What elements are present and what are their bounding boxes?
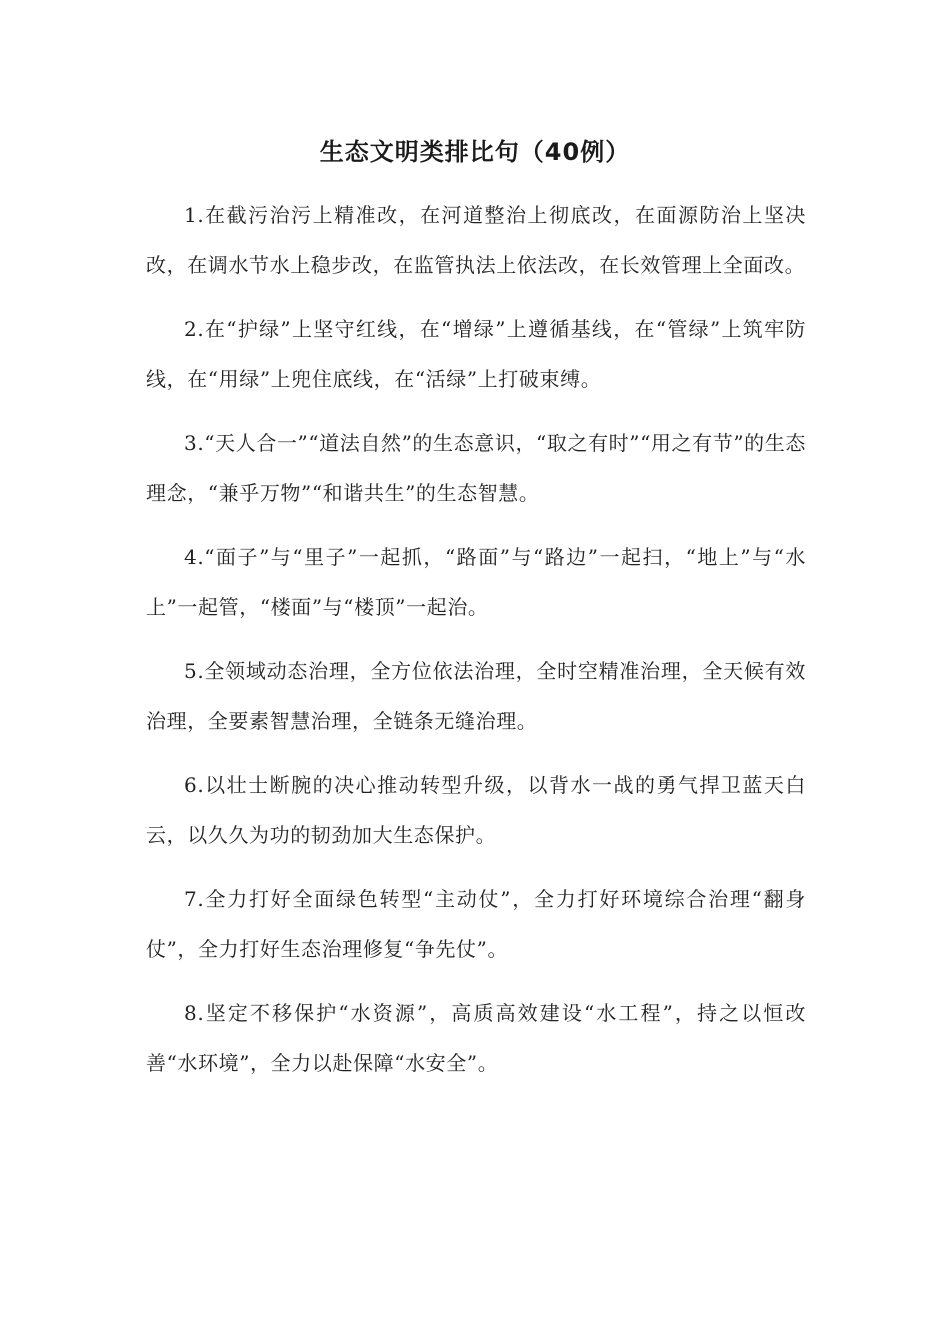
document-body xyxy=(146,190,806,1102)
paragraph-7: 7.全力打好全面绿色转型“主动仗”，全力打好环境综合治理“翻身仗”，全力打好生态治理修复“争先仗”。 xyxy=(146,887,806,961)
paragraph-1: 1.在截污治污上精准改，在河道整治上彻底改，在面源防治上坚决改，在调水节水上稳步改，在监管执法上依法改，在长效管理上全面改。 xyxy=(146,203,806,277)
paragraph-8: 8.坚定不移保护“水资源”，高质高效建设“水工程”，持之以恒改善“水环境”，全力以赴保障“水安全”。 xyxy=(146,1001,806,1075)
paragraph-5: 5.全领域动态治理，全方位依法治理，全时空精准治理，全天候有效治理，全要素智慧治理，全链条无缝治理。 xyxy=(146,659,806,733)
document-title: 生态文明类排比句（40例） xyxy=(319,138,631,166)
paragraph-6: 6.以壮士断腕的决心推动转型升级，以背水一战的勇气捍卫蓝天白云，以久久为功的韧劲加大生态保护。 xyxy=(146,773,806,847)
paragraph-3: 3.“天人合一”“道法自然”的生态意识，“取之有时”“用之有节”的生态理念，“兼乎万物”“和谐共生”的生态智慧。 xyxy=(146,431,806,505)
paragraph-4: 4.“面子”与“里子”一起抓，“路面”与“路边”一起扫，“地上”与“水上”一起管，“楼面”与“楼顶”一起治。 xyxy=(146,545,806,619)
paragraph-2: 2.在“护绿”上坚守红线，在“增绿”上遵循基线，在“管绿”上筑牢防线，在“用绿”上兜住底线，在“活绿”上打破束缚。 xyxy=(146,317,806,391)
